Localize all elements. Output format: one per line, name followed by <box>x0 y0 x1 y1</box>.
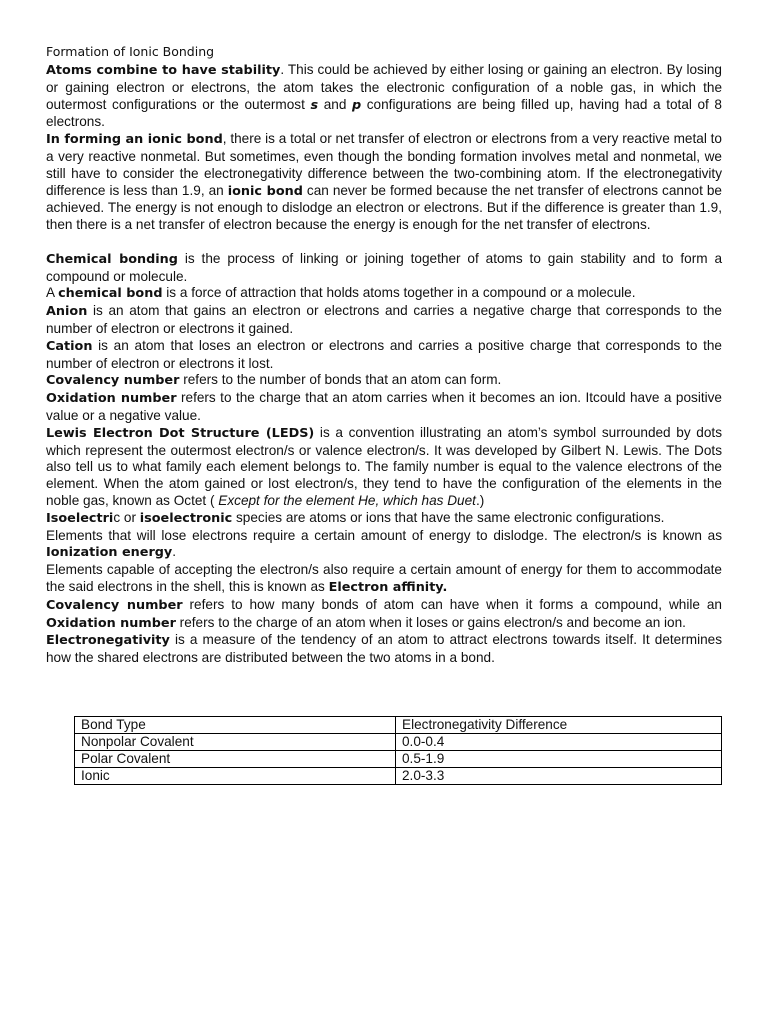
term: Isoelectri <box>46 510 114 526</box>
paragraph-anion: Anion is an atom that gains an electron or electrons and carries a negative charge that corresponds to the number of electron or electrons it gained. <box>46 303 722 336</box>
paragraph-leds: Lewis Electron Dot Structure (LEDS) is a convention illustrating an atom’s symbol surrounded by dots which represent the outermost electron/s or valence electron/s. It was developed by Gilbert N. Lewis. The Dots also tell us to what family each element belongs to. The family number is equal to the valence electrons of the element. When the atom gained or lost electron/s, they tend to have the configuration of the elements in the noble gas, known as Octet ( Except for the element He, which has Duet.) <box>46 424 722 508</box>
table-row <box>75 768 722 785</box>
table-cell: Ionic <box>75 768 396 785</box>
paragraph-electronegativity: Electronegativity is a measure of the tendency of an atom to attract electrons towards itself. It determines how the shared electrons are distributed between the two atoms in a bond. <box>46 632 722 666</box>
term: chemical bond <box>58 286 163 302</box>
term: Atoms combine to have stability <box>46 63 281 78</box>
table-cell: Bond Type <box>75 717 396 734</box>
table-cell: Polar Covalent <box>75 751 396 768</box>
term: Covalency number <box>46 597 183 613</box>
paragraph-ionic-bond: In forming an ionic bond, there is a total or net transfer of electron or electrons from a very reactive metal to a very reactive nonmetal. But sometimes, even though the bonding formation involves metal and nonmetal, we still have to consider the electronegativity difference between the two-combining atom. If the electronegativity difference is less than 1.9, an ionic bond can never be formed because the net transfer of electrons cannot be achieved. The energy is not enough to dislodge an electron or electrons. But if the difference is greater than 1.9, then there is a net transfer of electron because the energy is enough for the net transfer of electrons. <box>46 131 722 233</box>
term: Chemical bonding <box>46 251 178 267</box>
paragraph-covalency: Covalency number refers to the number of bonds that an atom can form. <box>46 372 502 389</box>
paragraph-chemical-bonding: Chemical bonding is the process of linking or joining together of atoms to gain stability and to form a compound or molecule. <box>46 250 723 284</box>
term: Electron affinity. <box>328 579 448 595</box>
table-row <box>75 751 722 768</box>
document-page <box>46 44 722 667</box>
table-cell: Electronegativity Difference <box>396 717 722 734</box>
table-cell: 0.0-0.4 <box>396 734 722 751</box>
document-title: Formation of Ionic Bonding <box>46 44 215 59</box>
term: Oxidation number <box>46 391 177 407</box>
term: Covalency number <box>46 373 180 389</box>
bond-type-table <box>74 716 722 785</box>
term: In forming an ionic bond <box>46 132 223 148</box>
paragraph-covalency-oxidation: Covalency number refers to how many bonds of atom can have when it forms a compound, while an Oxidation number refers to the charge of an atom when it loses or gains electron/s and become an ion. <box>46 596 722 631</box>
term: Anion <box>46 304 88 320</box>
paragraph-stability: Atoms combine to have stability. This could be achieved by either losing or gaining an electron. By losing or gaining electron or electrons, the atom takes the electronic configuration of a noble gas, in which the outermost configurations or the outermost s and p configurations are being filled up, having had a total of 8 electrons. <box>46 62 722 130</box>
paragraph-gap <box>46 234 722 251</box>
table-header-row <box>75 717 722 734</box>
table-cell: 2.0-3.3 <box>396 768 722 785</box>
table-cell: Nonpolar Covalent <box>75 734 396 751</box>
paragraph-cation: Cation is an atom that loses an electron or electrons and carries a positive charge that corresponds to the number of electron or electrons it lost. <box>46 337 722 371</box>
term: isoelectronic <box>139 510 233 526</box>
term: Cation <box>46 338 93 354</box>
term: Lewis Electron Dot Structure (LEDS) <box>46 425 315 441</box>
paragraph-oxidation: Oxidation number refers to the charge that an atom carries when it becomes an ion. Itcould have a positive value or a negative value. <box>46 390 722 423</box>
table-cell: 0.5-1.9 <box>396 751 722 768</box>
term: Ionization energy <box>46 545 173 561</box>
term: Oxidation number <box>46 615 176 631</box>
paragraph-ionization: Elements that will lose electrons require a certain amount of energy to dislodge. The electron/s is known as Ionization energy. <box>46 527 722 561</box>
term: Electronegativity <box>46 633 170 649</box>
term: ionic bond <box>227 183 303 199</box>
document-body <box>46 62 722 667</box>
paragraph-chemical-bond: A chemical bond is a force of attraction that holds atoms together in a compound or a molecule. <box>46 285 636 302</box>
paragraph-electron-affinity: Elements capable of accepting the electron/s also require a certain amount of energy for them to accommodate the said electrons in the shell, this is known as Electron affinity. <box>46 562 722 595</box>
paragraph-isoelectronic: Isoelectric or isoelectronic species are atoms or ions that have the same electronic configurations. <box>46 509 665 526</box>
table-row <box>75 734 722 751</box>
